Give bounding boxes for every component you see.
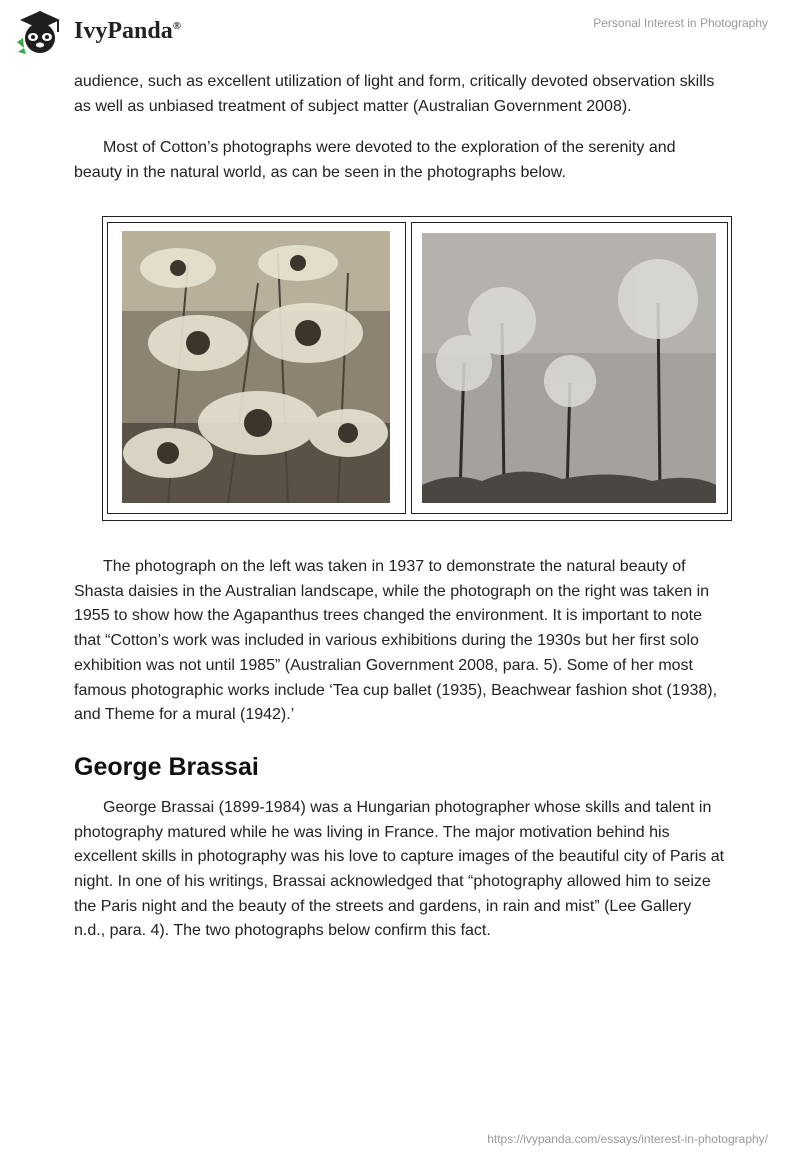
daisies-photo bbox=[108, 223, 405, 513]
brand-name[interactable]: IvyPanda® bbox=[74, 18, 181, 44]
photo-figure bbox=[102, 216, 732, 521]
paragraph: The photograph on the left was taken in 1937 to demonstrate the natural beauty of Shasta daisies in the Australian landscape, while the photograph on the right was taken in 1955 to show how the Agapanthus trees changed the environment. It is important to note that “Cotton’s work was included in various exhibitions during the 1930s but her first solo exhibition was not until 1985” (Australian Government 2008, para. 5). Some of her most famous photographic works include ‘Tea cup ballet (1935), Beachwear fashion shot (1938), and Theme for a mural (1942).’ bbox=[74, 558, 718, 724]
agapanthus-photo bbox=[412, 223, 727, 513]
photo-cell-left bbox=[107, 222, 406, 514]
footer-url[interactable]: https://ivypanda.com/essays/interest-in-photography/ bbox=[487, 1132, 768, 1146]
ivypanda-logo-icon[interactable] bbox=[14, 8, 64, 56]
section-heading: George Brassai bbox=[74, 752, 259, 781]
paragraph: Most of Cotton’s photographs were devoted to the exploration of the serenity and beauty in the natural world, as can be seen in the photographs below. bbox=[74, 139, 676, 182]
paragraph: audience, such as excellent utilization of light and form, critically devoted observation skills as well as unbiased treatment of subject matter (Australian Government 2008). bbox=[74, 73, 715, 115]
page-header bbox=[0, 0, 800, 64]
document-title: Personal Interest in Photography bbox=[593, 16, 768, 30]
text-block-lower bbox=[74, 555, 726, 944]
text-block-upper bbox=[74, 70, 726, 186]
paragraph: George Brassai (1899-1984) was a Hungarian photographer whose skills and talent in photography matured while he was living in France. The major motivation behind his excellent skills in photography was his love to capture images of the beautiful city of Paris at night. In one of his writings, Brassai acknowledged that “photography allowed him to seize the Paris night and the beauty of the streets and gardens, in rain and mist” (Lee Gallery n.d., para. 4). The two photographs below confirm this fact. bbox=[74, 798, 725, 940]
photo-cell-right bbox=[411, 222, 728, 514]
